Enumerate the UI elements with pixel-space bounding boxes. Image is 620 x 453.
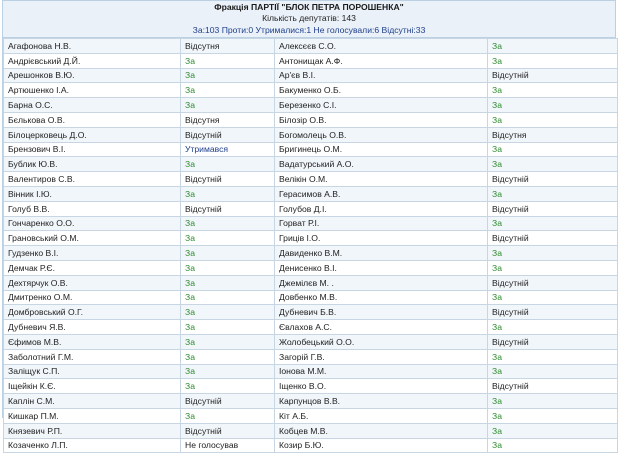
- deputy-name: Вінник І.Ю.: [4, 186, 181, 201]
- vote-result: За: [181, 275, 275, 290]
- deputy-name: Каплін С.М.: [4, 394, 181, 409]
- table-row: [4, 39, 618, 54]
- table-row: [4, 379, 618, 394]
- deputy-name: Брензович В.І.: [4, 142, 181, 157]
- vote-result: За: [181, 53, 275, 68]
- vote-result: За: [488, 83, 618, 98]
- table-row: [4, 290, 618, 305]
- vote-result: За: [181, 83, 275, 98]
- table-row: [4, 349, 618, 364]
- table-row: [4, 246, 618, 261]
- deputy-name: Єфимов М.В.: [4, 334, 181, 349]
- deputy-name: Дехтярчук О.В.: [4, 275, 181, 290]
- deputy-name: Кишкар П.М.: [4, 408, 181, 423]
- table-row: [4, 334, 618, 349]
- table-row: [4, 53, 618, 68]
- table-row: [4, 364, 618, 379]
- vote-result: Не голосував: [181, 438, 275, 453]
- deputy-name: Жолобецький О.О.: [275, 334, 488, 349]
- vote-result: Відсутній: [181, 394, 275, 409]
- vote-result: За: [181, 186, 275, 201]
- deputy-name: Заболотний Г.М.: [4, 349, 181, 364]
- deputies-vote-rows: [4, 39, 618, 453]
- vote-result: За: [181, 349, 275, 364]
- vote-result: За: [488, 53, 618, 68]
- deputy-name: Агафонова Н.В.: [4, 39, 181, 54]
- deputy-name: Дмитренко О.М.: [4, 290, 181, 305]
- deputy-name: Євлахов А.С.: [275, 320, 488, 335]
- table-row: [4, 260, 618, 275]
- table-row: [4, 157, 618, 172]
- vote-result: За: [181, 290, 275, 305]
- table-row: [4, 68, 618, 83]
- table-row: [4, 231, 618, 246]
- deputy-name: Козаченко Л.П.: [4, 438, 181, 453]
- vote-result: За: [488, 364, 618, 379]
- faction-title: Фракція ПАРТІЇ "БЛОК ПЕТРА ПОРОШЕНКА": [214, 2, 404, 12]
- deputy-name: Березенко С.І.: [275, 98, 488, 113]
- vote-result: За: [181, 246, 275, 261]
- deputy-name: Герасимов А.В.: [275, 186, 488, 201]
- deputy-name: Денисенко В.І.: [275, 260, 488, 275]
- table-row: [4, 305, 618, 320]
- vote-result: За: [181, 68, 275, 83]
- deputy-name: Бригинець О.М.: [275, 142, 488, 157]
- vote-result: За: [488, 320, 618, 335]
- vote-result: За: [488, 394, 618, 409]
- table-row: [4, 127, 618, 142]
- vote-result: Відсутній: [488, 275, 618, 290]
- deputy-name: Гудзенко В.І.: [4, 246, 181, 261]
- table-row: [4, 142, 618, 157]
- vote-result: За: [181, 379, 275, 394]
- vote-result: За: [488, 142, 618, 157]
- deputies-count: Кількість депутатів: 143: [262, 13, 356, 23]
- table-row: [4, 320, 618, 335]
- deputy-name: Голуб В.В.: [4, 201, 181, 216]
- deputy-name: Білоцерковець Д.О.: [4, 127, 181, 142]
- vote-result: Відсутній: [488, 231, 618, 246]
- deputy-name: Загорій Г.В.: [275, 349, 488, 364]
- deputy-name: Князевич Р.П.: [4, 423, 181, 438]
- vote-result: За: [181, 157, 275, 172]
- vote-result: За: [181, 231, 275, 246]
- vote-result: Відсутній: [181, 423, 275, 438]
- vote-result: За: [181, 260, 275, 275]
- deputy-name: Горват Р.І.: [275, 216, 488, 231]
- table-row: [4, 394, 618, 409]
- vote-result: Відсутній: [488, 172, 618, 187]
- vote-result: За: [181, 320, 275, 335]
- vote-result: За: [488, 408, 618, 423]
- table-row: [4, 83, 618, 98]
- faction-header: [3, 1, 615, 38]
- deputy-name: Довбенко М.В.: [275, 290, 488, 305]
- table-row: [4, 186, 618, 201]
- deputy-name: Бублик Ю.В.: [4, 157, 181, 172]
- deputy-name: Карпунцов В.В.: [275, 394, 488, 409]
- deputy-name: Валентиров С.В.: [4, 172, 181, 187]
- vote-result: За: [488, 246, 618, 261]
- vote-result: Відсутній: [181, 172, 275, 187]
- deputy-name: Голубов Д.І.: [275, 201, 488, 216]
- table-row: [4, 201, 618, 216]
- deputy-name: Бакуменко О.Б.: [275, 83, 488, 98]
- deputy-name: Іщейкін К.Є.: [4, 379, 181, 394]
- vote-result: За: [488, 112, 618, 127]
- deputy-name: Іонова М.М.: [275, 364, 488, 379]
- deputy-name: Давиденко В.М.: [275, 246, 488, 261]
- vote-result: За: [488, 39, 618, 54]
- deputy-name: Арешонков В.Ю.: [4, 68, 181, 83]
- vote-result: За: [181, 216, 275, 231]
- vote-result: Відсутній: [488, 305, 618, 320]
- vote-result: Відсутня: [181, 39, 275, 54]
- deputy-name: Джемілєв М. .: [275, 275, 488, 290]
- vote-result: Відсутній: [488, 68, 618, 83]
- vote-result: За: [181, 305, 275, 320]
- vote-result: Відсутній: [181, 127, 275, 142]
- deputy-name: Барна О.С.: [4, 98, 181, 113]
- vote-result: Утримався: [181, 142, 275, 157]
- vote-result: За: [181, 98, 275, 113]
- deputy-name: Вадатурський А.О.: [275, 157, 488, 172]
- deputy-name: Ар'єв В.І.: [275, 68, 488, 83]
- vote-result: За: [488, 349, 618, 364]
- deputy-name: Демчак Р.Є.: [4, 260, 181, 275]
- vote-result: За: [488, 290, 618, 305]
- deputy-name: Богомолець О.В.: [275, 127, 488, 142]
- deputy-name: Артюшенко І.А.: [4, 83, 181, 98]
- deputy-name: Козир Б.Ю.: [275, 438, 488, 453]
- deputy-name: Заліщук С.П.: [4, 364, 181, 379]
- vote-result: За: [181, 408, 275, 423]
- deputy-name: Іщенко В.О.: [275, 379, 488, 394]
- deputy-name: Дубневич Б.В.: [275, 305, 488, 320]
- table-row: [4, 438, 618, 453]
- vote-summary: За:103 Проти:0 Утрималися:1 Не голосували:6 Відсутні:33: [192, 25, 426, 35]
- table-row: [4, 408, 618, 423]
- deputy-name: Алексєєв С.О.: [275, 39, 488, 54]
- deputy-name: Андрієвський Д.Й.: [4, 53, 181, 68]
- table-row: [4, 423, 618, 438]
- deputy-name: Гончаренко О.О.: [4, 216, 181, 231]
- vote-result: Відсутня: [488, 127, 618, 142]
- vote-result: Відсутній: [488, 201, 618, 216]
- deputy-name: Кобцев М.В.: [275, 423, 488, 438]
- deputies-vote-table: [3, 38, 618, 453]
- vote-result: За: [181, 334, 275, 349]
- vote-result: За: [488, 157, 618, 172]
- vote-result: За: [488, 98, 618, 113]
- table-row: [4, 98, 618, 113]
- table-row: [4, 216, 618, 231]
- deputy-name: Грановський О.М.: [4, 231, 181, 246]
- vote-result: Відсутній: [488, 334, 618, 349]
- deputy-name: Дубневич Я.В.: [4, 320, 181, 335]
- table-row: [4, 275, 618, 290]
- vote-result: Відсутня: [181, 112, 275, 127]
- vote-result: За: [181, 364, 275, 379]
- table-row: [4, 112, 618, 127]
- deputy-name: Домбровський О.Г.: [4, 305, 181, 320]
- vote-result: За: [488, 438, 618, 453]
- deputy-name: Антонищак А.Ф.: [275, 53, 488, 68]
- vote-result: Відсутній: [181, 201, 275, 216]
- vote-result: Відсутній: [488, 379, 618, 394]
- vote-result: За: [488, 186, 618, 201]
- vote-result: За: [488, 423, 618, 438]
- vote-result: За: [488, 260, 618, 275]
- deputy-name: Велікін О.М.: [275, 172, 488, 187]
- table-row: [4, 172, 618, 187]
- deputy-name: Білозір О.В.: [275, 112, 488, 127]
- vote-result: За: [488, 216, 618, 231]
- deputy-name: Кіт А.Б.: [275, 408, 488, 423]
- deputy-name: Бєлькова О.В.: [4, 112, 181, 127]
- faction-vote-panel: [2, 0, 616, 451]
- deputy-name: Гриців І.О.: [275, 231, 488, 246]
